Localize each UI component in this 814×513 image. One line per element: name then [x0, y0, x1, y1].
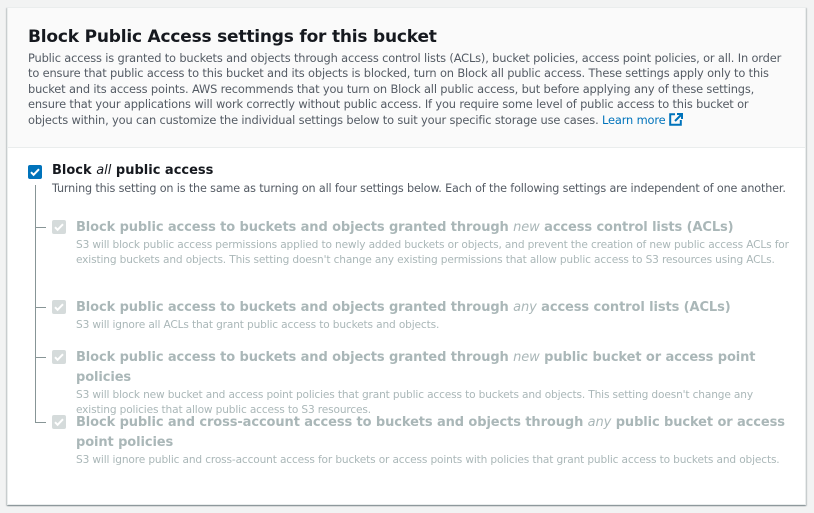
setting-any-acls-checkbox[interactable]: [52, 300, 66, 314]
checkmark-icon: [29, 166, 41, 178]
setting-new-acls: [52, 218, 792, 269]
block-public-access-panel: [7, 7, 806, 505]
setting-description: S3 will block public access permissions applied to newly added buckets or objects, and prevent the creation of new public access ACLs for existing buckets and objects. This setting doesn't change any existing permissions that allow public access to S3 resources using ACLs.: [76, 239, 789, 267]
panel-title: Block Public Access settings for this bucket: [28, 27, 437, 47]
external-link-icon: [669, 113, 683, 130]
setting-description: S3 will ignore public and cross-account access for buckets or access points with policies that grant public access to buckets and objects.: [76, 454, 780, 466]
tree-branch: [35, 422, 46, 423]
setting-any-policies: [52, 413, 792, 468]
panel-description: Public access is granted to buckets and objects through access control lists (ACLs), bucket policies, access point policies, or all. In order to ensure that public access to this bucket and its objects is blocked, turn on Block all public access. These settings apply only to this bucket and its access points. AWS recommends that you turn on Block all public access, but before applying any of these settings, ensure that your applications will work correctly without public access. If you require some level of public access to this bucket or objects within, you can customize the individual settings below to suit your specific storage use cases. Learn more: [28, 51, 785, 130]
checkmark-icon: [53, 351, 65, 363]
checkmark-icon: [53, 301, 65, 313]
tree-connector-line: [35, 185, 36, 423]
checkmark-icon: [53, 416, 65, 428]
block-all-label[interactable]: Block all public access: [52, 163, 214, 178]
setting-new-policies: [52, 348, 792, 419]
setting-title: Block public access to buckets and objects granted through any access control lists (ACLs): [76, 300, 731, 315]
checkmark-icon: [53, 221, 65, 233]
setting-title: Block public access to buckets and objects granted through new public bucket or access point policies: [76, 350, 756, 385]
setting-description: S3 will block new bucket and access point policies that grant public access to buckets and objects. This setting doesn't change any existing policies that allow public access to S3 resources.: [76, 389, 753, 417]
setting-any-acls: [52, 298, 792, 333]
tree-branch: [35, 357, 46, 358]
tree-branch: [35, 307, 46, 308]
panel-header: [8, 8, 805, 148]
block-all-checkbox[interactable]: [28, 165, 42, 179]
learn-more-link[interactable]: Learn more: [602, 113, 682, 127]
block-all-description: Turning this setting on is the same as turning on all four settings below. Each of the following settings are independent of one another.: [52, 182, 786, 195]
setting-title: Block public and cross-account access to buckets and objects through any public bucket or access point policies: [76, 415, 785, 450]
tree-branch: [35, 227, 46, 228]
setting-any-policies-checkbox[interactable]: [52, 415, 66, 429]
setting-new-policies-checkbox[interactable]: [52, 350, 66, 364]
setting-title: Block public access to buckets and objects granted through new access control lists (ACLs): [76, 220, 734, 235]
setting-new-acls-checkbox[interactable]: [52, 220, 66, 234]
setting-description: S3 will ignore all ACLs that grant public access to buckets and objects.: [76, 319, 440, 331]
